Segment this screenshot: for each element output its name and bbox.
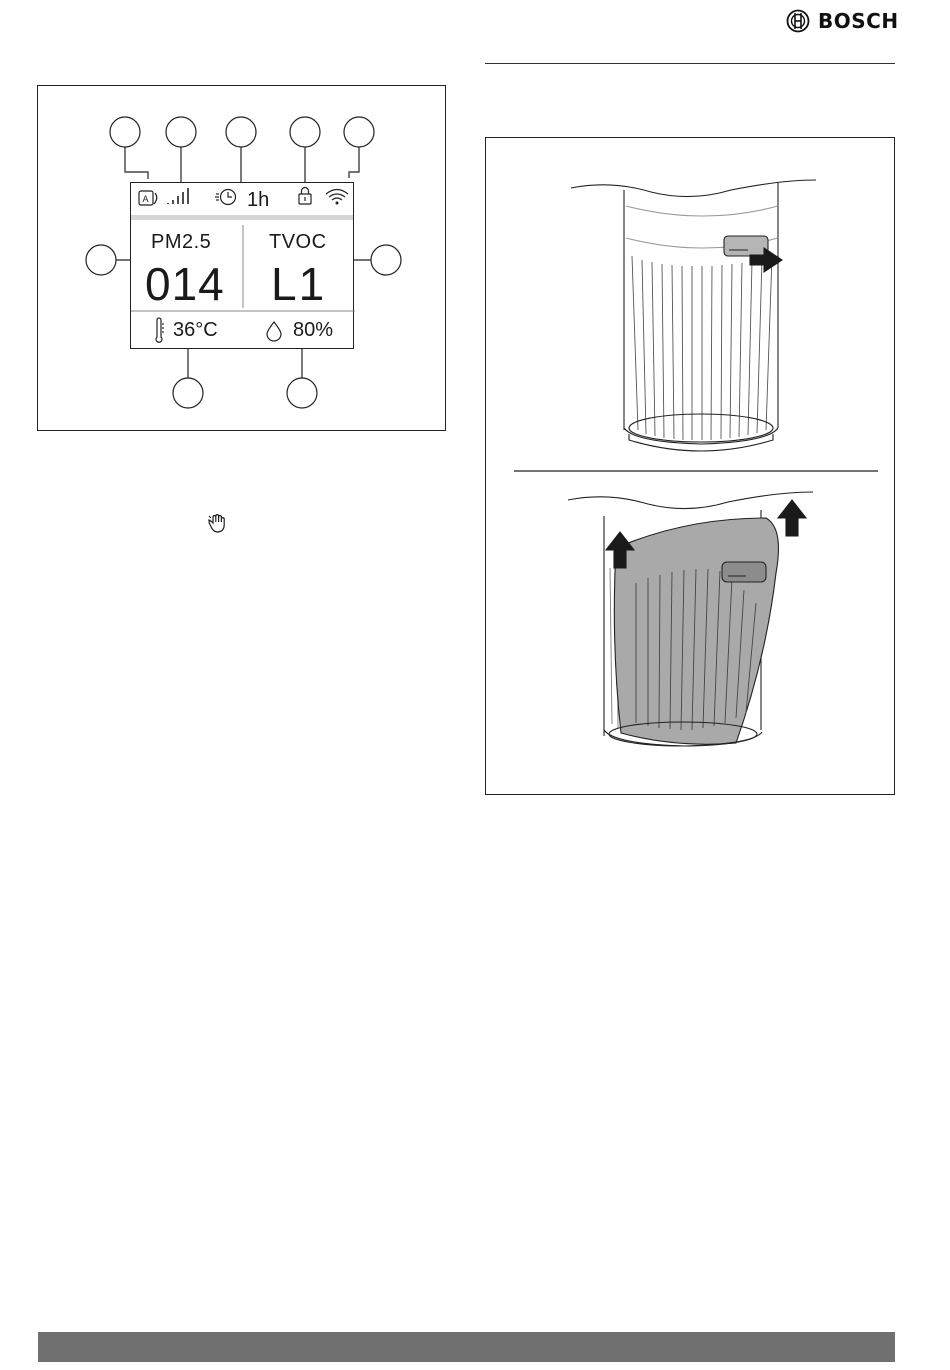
callout-circle: [173, 378, 203, 408]
lcd-display: [130, 182, 354, 349]
callout-circle: [371, 245, 401, 275]
svg-text:A: A: [142, 194, 149, 204]
hand-touch-icon: [207, 513, 229, 533]
callout-circle: [290, 117, 320, 147]
tvoc-value: L1: [271, 258, 327, 310]
timer-value: 1h: [247, 189, 270, 211]
header-rule: [485, 63, 895, 64]
callout-circle: [86, 245, 116, 275]
pm25-label: PM2.5: [151, 231, 212, 253]
purifier-step-2: [568, 492, 813, 746]
lcd-separator-bar: [131, 215, 353, 220]
callout-circle: [344, 117, 374, 147]
tvoc-label: TVOC: [269, 231, 327, 253]
arrow-up-icon: [778, 500, 806, 536]
thermometer-icon: [156, 318, 164, 342]
purifier-step-1: [571, 180, 816, 451]
lock-icon: [299, 188, 311, 205]
callout-circle: [110, 117, 140, 147]
display-figure: [37, 85, 446, 431]
timer-icon: [215, 190, 236, 205]
brand-logo: [786, 8, 899, 34]
temperature-value: 36°C: [173, 319, 218, 341]
pm25-value: 014: [145, 258, 225, 310]
filter-illustration: [486, 138, 896, 796]
droplet-icon: [267, 322, 281, 341]
callout-circle: [287, 378, 317, 408]
footer-bar: [38, 1332, 895, 1362]
wifi-icon: [326, 190, 348, 204]
filter-figure: [485, 137, 895, 795]
brand-name: BOSCH: [818, 9, 899, 33]
callout-circle: [226, 117, 256, 147]
callout-circle: [166, 117, 196, 147]
signal-bars-icon: [168, 188, 188, 204]
bosch-armature-icon: [786, 9, 810, 33]
humidity-value: 80%: [293, 319, 334, 341]
